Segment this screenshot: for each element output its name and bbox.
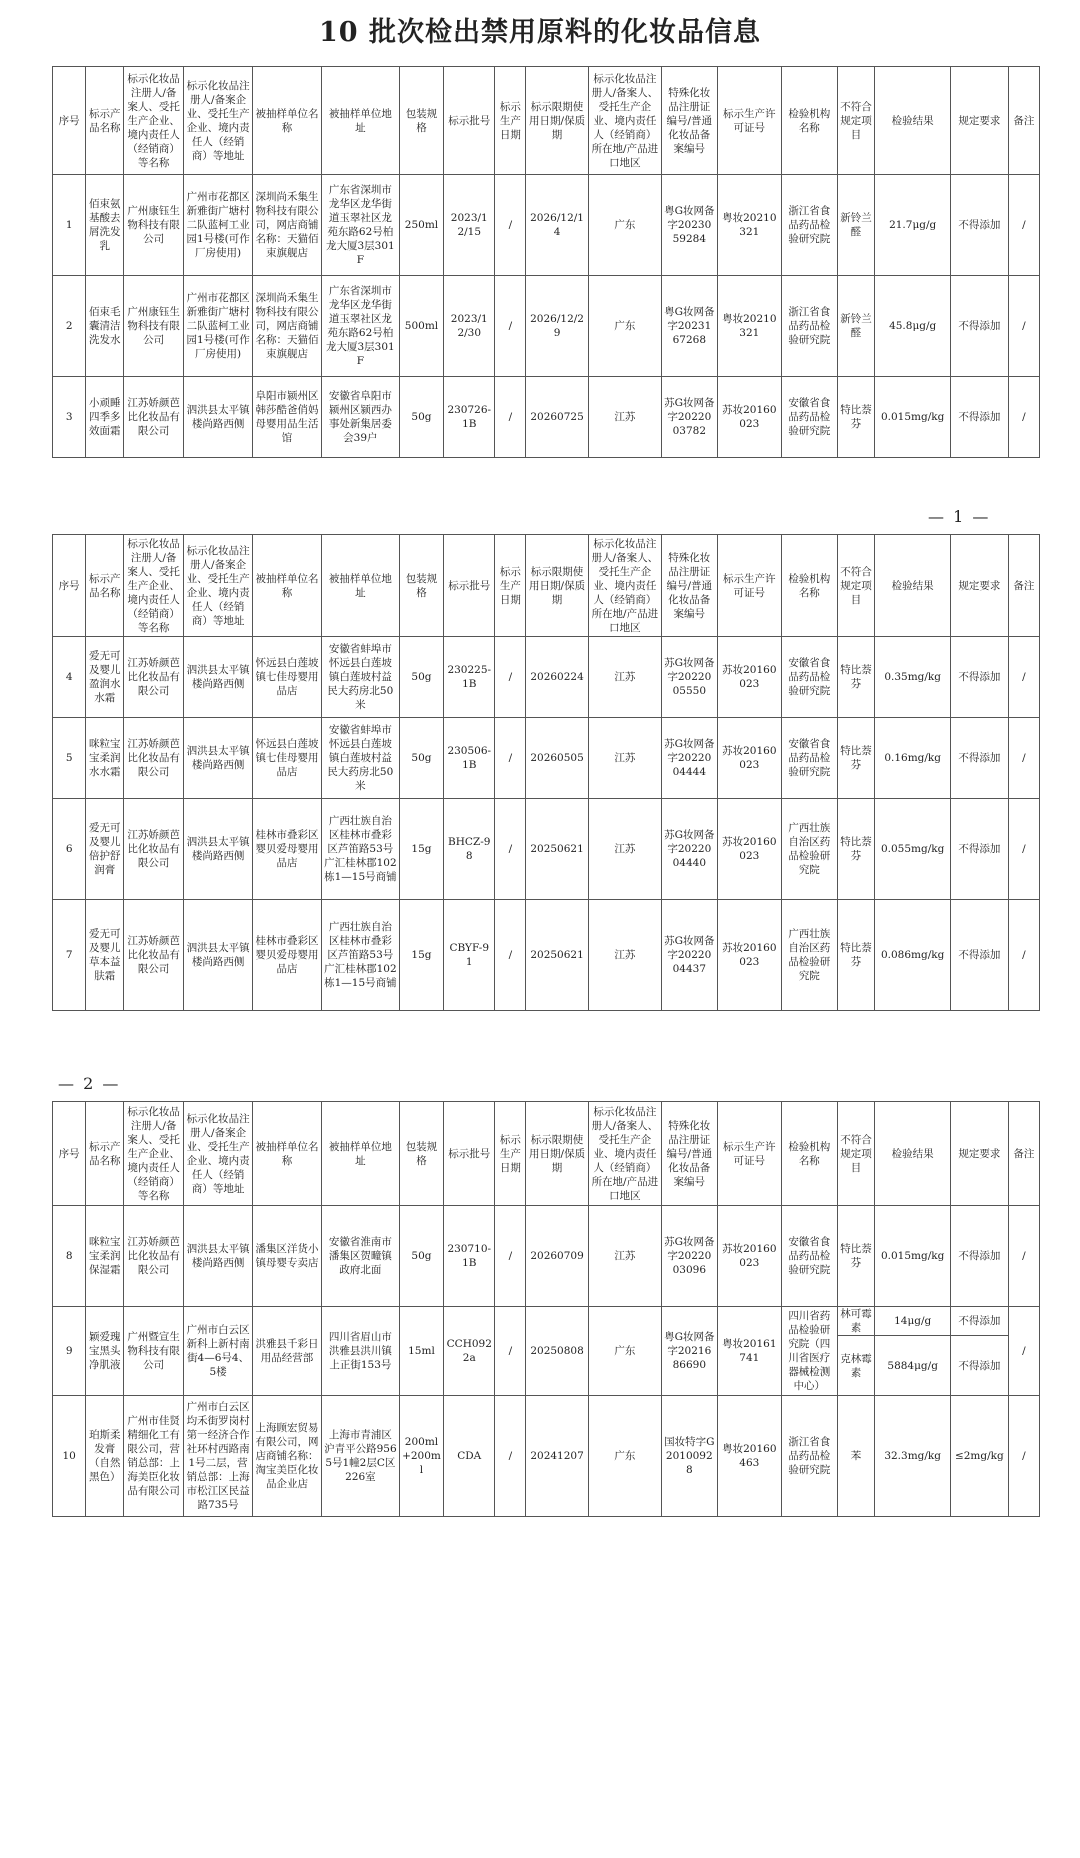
table-row	[53, 1307, 1040, 1336]
table-cell: 苏妆20160023	[717, 637, 781, 718]
table-cell: 江苏娇颜芭比化妆品有限公司	[124, 1206, 184, 1307]
table-cell: 安徽省食品药品检验研究院	[782, 718, 838, 799]
table-cell: 粤G妆网备字2021686690	[662, 1307, 718, 1396]
data-table-page-3	[52, 1101, 1040, 1517]
table-cell: 特比萘芬	[837, 718, 875, 799]
table-cell: 不得添加	[950, 377, 1008, 458]
table-cell: 特比萘芬	[837, 377, 875, 458]
column-header: 序号	[53, 535, 86, 637]
table-cell: 苏妆20160023	[717, 1206, 781, 1307]
table-cell: 广西壮族自治区药品检验研究院	[782, 799, 838, 900]
table-cell: 广州暨宣生物科技有限公司	[124, 1307, 184, 1396]
column-header: 检验结果	[875, 67, 951, 175]
table-cell: 江苏	[588, 637, 661, 718]
column-header: 标示限期使用日期/保质期	[526, 67, 588, 175]
table-cell: 咪粒宝宝柔润保湿霜	[86, 1206, 124, 1307]
table-cell: /	[495, 1206, 526, 1307]
table-cell: 2023/12/30	[444, 276, 495, 377]
table-cell: 32.3mg/kg	[875, 1396, 951, 1517]
column-header: 被抽样单位名称	[253, 1102, 322, 1206]
table-cell: 不得添加	[950, 900, 1008, 1011]
table-cell: 广东	[588, 1307, 661, 1396]
table-cell: 颖爱瑰宝黑头净肌液	[86, 1307, 124, 1396]
table-cell: 爱无可及婴儿草本益肤霜	[86, 900, 124, 1011]
table-header-row	[53, 535, 1040, 637]
column-header: 特殊化妆品注册证编号/普通化妆品备案编号	[662, 1102, 718, 1206]
table-cell: 不得添加	[950, 1307, 1008, 1336]
table-cell: 安徽省食品药品检验研究院	[782, 377, 838, 458]
table-header-row	[53, 67, 1040, 175]
table-cell: /	[495, 718, 526, 799]
table-cell: 四川省药品检验研究院（四川省医疗器械检测中心）	[782, 1307, 838, 1396]
table-cell: 粤G妆网备字2023167268	[662, 276, 718, 377]
data-table-page-1	[52, 66, 1040, 458]
table-cell: 泗洪县太平镇楼尚路西侧	[184, 1206, 253, 1307]
column-header: 被抽样单位地址	[321, 1102, 399, 1206]
table-cell: 广州市佳贤精细化工有限公司，营销总部：上海美臣化妆品有限公司	[124, 1396, 184, 1517]
table-cell: 广州市花都区新雅街广塘村二队蓝柯工业园1号楼(可作厂房使用)	[184, 276, 253, 377]
table-cell: 0.055mg/kg	[875, 799, 951, 900]
table-row	[53, 799, 1040, 900]
column-header: 检验机构名称	[782, 67, 838, 175]
column-header: 标示产品名称	[86, 67, 124, 175]
column-header: 标示化妆品注册人/备案人、受托生产企业、境内责任人（经销商）等名称	[124, 535, 184, 637]
table-cell: 深圳尚禾集生物科技有限公司，网店商铺名称：天猫佰束旗舰店	[253, 276, 322, 377]
table-cell: /	[495, 1396, 526, 1517]
table-cell: 桂林市叠彩区婴贝爱母婴用品店	[253, 799, 322, 900]
column-header: 被抽样单位名称	[253, 67, 322, 175]
column-header: 包装规格	[399, 1102, 443, 1206]
column-header: 标示化妆品注册人/备案企业、受托生产企业、境内责任人（经销商）等地址	[184, 67, 253, 175]
table-row	[53, 1206, 1040, 1307]
table-cell: 江苏娇颜芭比化妆品有限公司	[124, 377, 184, 458]
table-cell: 45.8μg/g	[875, 276, 951, 377]
table-cell: 不得添加	[950, 1206, 1008, 1307]
column-header: 检验结果	[875, 535, 951, 637]
table-cell: 安徽省食品药品检验研究院	[782, 1206, 838, 1307]
table-cell: /	[495, 175, 526, 276]
table-cell: 3	[53, 377, 86, 458]
table-cell: 0.015mg/kg	[875, 1206, 951, 1307]
table-cell: 广东省深圳市龙华区龙华街道玉翠社区龙苑东路62号柏龙大厦3层301F	[321, 175, 399, 276]
column-header: 标示限期使用日期/保质期	[526, 1102, 588, 1206]
table-cell: 安徽省蚌埠市怀远县白莲坡镇白莲坡村益民大药房北50米	[321, 637, 399, 718]
column-header: 标示化妆品注册人/备案企业、受托生产企业、境内责任人（经销商）等地址	[184, 1102, 253, 1206]
table-cell: 江苏娇颜芭比化妆品有限公司	[124, 799, 184, 900]
table-cell: 苏妆20160023	[717, 900, 781, 1011]
table-cell: CDA	[444, 1396, 495, 1517]
table-cell: /	[1008, 718, 1039, 799]
table-cell: CCH0922a	[444, 1307, 495, 1396]
table-cell: 新铃兰醛	[837, 175, 875, 276]
table-cell: 苏G妆网备字2022003096	[662, 1206, 718, 1307]
table-cell: CBYF-91	[444, 900, 495, 1011]
table-cell: 咪粒宝宝柔润水水霜	[86, 718, 124, 799]
column-header: 检验机构名称	[782, 1102, 838, 1206]
table-cell: 广西壮族自治区桂林市叠彩区芦笛路53号广汇桂林郡102栋1—15号商铺	[321, 799, 399, 900]
table-cell: 10	[53, 1396, 86, 1517]
column-header: 备注	[1008, 535, 1039, 637]
table-cell: 230710-1B	[444, 1206, 495, 1307]
column-header: 检验机构名称	[782, 535, 838, 637]
table-cell: BHCZ-98	[444, 799, 495, 900]
table-cell: 苏妆20160023	[717, 377, 781, 458]
table-cell: /	[1008, 175, 1039, 276]
table-cell: 安徽省阜阳市颍州区颍西办事处新集居委会39户	[321, 377, 399, 458]
table-cell: 粤妆20210321	[717, 276, 781, 377]
column-header: 标示限期使用日期/保质期	[526, 535, 588, 637]
table-cell: 珀斯柔发膏（自然黑色）	[86, 1396, 124, 1517]
column-header: 包装规格	[399, 535, 443, 637]
column-header: 标示生产许可证号	[717, 67, 781, 175]
column-header: 标示产品名称	[86, 1102, 124, 1206]
table-cell: 江苏娇颜芭比化妆品有限公司	[124, 900, 184, 1011]
table-cell: 苏妆20160023	[717, 718, 781, 799]
table-cell: 江苏娇颜芭比化妆品有限公司	[124, 637, 184, 718]
table-row	[53, 276, 1040, 377]
column-header: 标示化妆品注册人/备案人、受托生产企业、境内责任人（经销商）所在地/产品进口地区	[588, 535, 661, 637]
table-cell: /	[495, 637, 526, 718]
table-cell: /	[1008, 637, 1039, 718]
column-header: 规定要求	[950, 67, 1008, 175]
table-cell: 上海市青浦区沪青平公路9565号1幢2层C区226室	[321, 1396, 399, 1517]
table-cell: 2026/12/29	[526, 276, 588, 377]
table-cell: 0.35mg/kg	[875, 637, 951, 718]
table-cell: 粤妆20160463	[717, 1396, 781, 1517]
table-row	[53, 718, 1040, 799]
table-cell: 浙江省食品药品检验研究院	[782, 276, 838, 377]
table-cell: 阜阳市颍州区韩莎酷爸俏妈母婴用品生活馆	[253, 377, 322, 458]
column-header: 特殊化妆品注册证编号/普通化妆品备案编号	[662, 535, 718, 637]
column-header: 备注	[1008, 67, 1039, 175]
table-cell: 20260725	[526, 377, 588, 458]
table-cell: /	[1008, 377, 1039, 458]
table-cell: 15g	[399, 799, 443, 900]
table-cell: 20250621	[526, 799, 588, 900]
table-cell: 林可霉素	[837, 1307, 875, 1336]
table-cell: 江苏	[588, 1206, 661, 1307]
table-cell: 小顽睡四季多效面霜	[86, 377, 124, 458]
column-header: 特殊化妆品注册证编号/普通化妆品备案编号	[662, 67, 718, 175]
table-cell: ≤2mg/kg	[950, 1396, 1008, 1517]
table-row	[53, 175, 1040, 276]
table-cell: 广东	[588, 175, 661, 276]
column-header: 标示化妆品注册人/备案人、受托生产企业、境内责任人（经销商）等名称	[124, 67, 184, 175]
column-header: 被抽样单位名称	[253, 535, 322, 637]
table-cell: 230726-1B	[444, 377, 495, 458]
table-cell: 广州市白云区新科上新村南街4—6号4、5楼	[184, 1307, 253, 1396]
table-cell: 特比萘芬	[837, 900, 875, 1011]
column-header: 规定要求	[950, 1102, 1008, 1206]
page-number: — 2 —	[58, 1074, 121, 1093]
table-cell: 50g	[399, 377, 443, 458]
table-cell: 15ml	[399, 1307, 443, 1396]
table-cell: /	[495, 900, 526, 1011]
column-header: 被抽样单位地址	[321, 67, 399, 175]
table-cell: 7	[53, 900, 86, 1011]
table-cell: 浙江省食品药品检验研究院	[782, 175, 838, 276]
column-header: 标示产品名称	[86, 535, 124, 637]
table-cell: 广州市花都区新雅街广塘村二队蓝柯工业园1号楼(可作厂房使用)	[184, 175, 253, 276]
table-cell: 15g	[399, 900, 443, 1011]
table-cell: 深圳尚禾集生物科技有限公司，网店商铺名称：天猫佰束旗舰店	[253, 175, 322, 276]
table-cell: /	[1008, 1396, 1039, 1517]
table-cell: 不得添加	[950, 175, 1008, 276]
table-cell: 4	[53, 637, 86, 718]
table-cell: 苏妆20160023	[717, 799, 781, 900]
table-header-row	[53, 1102, 1040, 1206]
column-header: 标示化妆品注册人/备案企业、受托生产企业、境内责任人（经销商）等地址	[184, 535, 253, 637]
table-cell: 四川省眉山市洪雅县洪川镇上正街153号	[321, 1307, 399, 1396]
table-cell: 江苏	[588, 900, 661, 1011]
column-header: 不符合规定项目	[837, 1102, 875, 1206]
table-cell: 20260224	[526, 637, 588, 718]
table-cell: 50g	[399, 718, 443, 799]
column-header: 不符合规定项目	[837, 535, 875, 637]
table-cell: 9	[53, 1307, 86, 1396]
table-cell: 广州市白云区均禾街罗岗村第一经济合作社环村西路南1号二层，营销总部：上海市松江区民益路735号	[184, 1396, 253, 1517]
table-cell: 50g	[399, 637, 443, 718]
table-cell: 广东	[588, 276, 661, 377]
table-cell: /	[1008, 1206, 1039, 1307]
page-number: — 1 —	[928, 507, 991, 526]
table-cell: 广西壮族自治区药品检验研究院	[782, 900, 838, 1011]
table-cell: 佰束氨基酸去屑洗发乳	[86, 175, 124, 276]
table-cell: 苏G妆网备字2022003782	[662, 377, 718, 458]
column-header: 标示生产日期	[495, 1102, 526, 1206]
table-cell: 广东省深圳市龙华区龙华街道玉翠社区龙苑东路62号柏龙大厦3层301F	[321, 276, 399, 377]
table-cell: 不得添加	[950, 799, 1008, 900]
table-cell: 不得添加	[950, 276, 1008, 377]
table-cell: 0.16mg/kg	[875, 718, 951, 799]
table-cell: 1	[53, 175, 86, 276]
column-header: 标示批号	[444, 1102, 495, 1206]
table-row	[53, 1396, 1040, 1517]
table-cell: 粤G妆网备字2023059284	[662, 175, 718, 276]
table-cell: 苯	[837, 1396, 875, 1517]
table-cell: 江苏	[588, 799, 661, 900]
table-cell: 泗洪县太平镇楼尚路西侧	[184, 718, 253, 799]
table-cell: 250ml	[399, 175, 443, 276]
column-header: 序号	[53, 67, 86, 175]
table-row	[53, 637, 1040, 718]
table-cell: 6	[53, 799, 86, 900]
table-cell: 苏G妆网备字2022004440	[662, 799, 718, 900]
column-header: 标示批号	[444, 67, 495, 175]
table-row	[53, 377, 1040, 458]
column-header: 标示生产许可证号	[717, 535, 781, 637]
table-cell: 广西壮族自治区桂林市叠彩区芦笛路53号广汇桂林郡102栋1—15号商铺	[321, 900, 399, 1011]
column-header: 标示生产日期	[495, 67, 526, 175]
table-cell: 江苏娇颜芭比化妆品有限公司	[124, 718, 184, 799]
table-cell: 广州康钰生物科技有限公司	[124, 276, 184, 377]
table-cell: 21.7μg/g	[875, 175, 951, 276]
table-cell: 2	[53, 276, 86, 377]
table-cell: 国妆特字G20100928	[662, 1396, 718, 1517]
column-header: 标示生产许可证号	[717, 1102, 781, 1206]
table-cell: 特比萘芬	[837, 1206, 875, 1307]
column-header: 包装规格	[399, 67, 443, 175]
table-cell: /	[495, 377, 526, 458]
table-cell: 粤妆20210321	[717, 175, 781, 276]
table-cell: /	[495, 799, 526, 900]
table-cell: 怀远县白莲坡镇七佳母婴用品店	[253, 637, 322, 718]
table-cell: /	[1008, 276, 1039, 377]
table-cell: 泗洪县太平镇楼尚路西侧	[184, 900, 253, 1011]
table-cell: /	[495, 276, 526, 377]
table-cell: 苏G妆网备字2022004437	[662, 900, 718, 1011]
table-cell: 安徽省食品药品检验研究院	[782, 637, 838, 718]
table-cell: 洪雅县千彩日用品经营部	[253, 1307, 322, 1396]
table-cell: /	[495, 1307, 526, 1396]
column-header: 标示生产日期	[495, 535, 526, 637]
table-cell: 怀远县白莲坡镇七佳母婴用品店	[253, 718, 322, 799]
table-cell: 泗洪县太平镇楼尚路西侧	[184, 799, 253, 900]
table-cell: 230506-1B	[444, 718, 495, 799]
table-cell: 克林霉素	[837, 1336, 875, 1396]
table-cell: 泗洪县太平镇楼尚路西侧	[184, 377, 253, 458]
page-title: 10 批次检出禁用原料的化妆品信息	[319, 17, 761, 48]
column-header: 标示化妆品注册人/备案人、受托生产企业、境内责任人（经销商）所在地/产品进口地区	[588, 1102, 661, 1206]
table-cell: 0.086mg/kg	[875, 900, 951, 1011]
table-cell: 特比萘芬	[837, 799, 875, 900]
table-cell: 14μg/g	[875, 1307, 951, 1336]
column-header: 规定要求	[950, 535, 1008, 637]
table-cell: 5	[53, 718, 86, 799]
table-cell: 20250621	[526, 900, 588, 1011]
table-cell: 20250808	[526, 1307, 588, 1396]
table-cell: 20260505	[526, 718, 588, 799]
table-cell: 苏G妆网备字2022005550	[662, 637, 718, 718]
table-cell: 佰束毛囊清洁洗发水	[86, 276, 124, 377]
table-cell: 江苏	[588, 377, 661, 458]
table-cell: 潘集区洋货小镇母婴专卖店	[253, 1206, 322, 1307]
column-header: 序号	[53, 1102, 86, 1206]
table-cell: 20241207	[526, 1396, 588, 1517]
table-cell: 2023/12/15	[444, 175, 495, 276]
table-cell: 苏G妆网备字2022004444	[662, 718, 718, 799]
table-cell: 特比萘芬	[837, 637, 875, 718]
table-cell: 广州康钰生物科技有限公司	[124, 175, 184, 276]
data-table-page-2	[52, 534, 1040, 1011]
column-header: 标示化妆品注册人/备案人、受托生产企业、境内责任人（经销商）所在地/产品进口地区	[588, 67, 661, 175]
table-cell: 不得添加	[950, 1336, 1008, 1396]
column-header: 不符合规定项目	[837, 67, 875, 175]
table-cell: /	[1008, 900, 1039, 1011]
table-cell: 230225-1B	[444, 637, 495, 718]
table-cell: 8	[53, 1206, 86, 1307]
table-cell: 泗洪县太平镇楼尚路西侧	[184, 637, 253, 718]
table-cell: 安徽省蚌埠市怀远县白莲坡镇白莲坡村益民大药房北50米	[321, 718, 399, 799]
column-header: 标示批号	[444, 535, 495, 637]
table-cell: 上海顾宏贸易有限公司，网店商铺名称：淘宝美臣化妆品企业店	[253, 1396, 322, 1517]
table-cell: 2026/12/14	[526, 175, 588, 276]
table-cell: 粤妆20161741	[717, 1307, 781, 1396]
table-cell: 江苏	[588, 718, 661, 799]
column-header: 备注	[1008, 1102, 1039, 1206]
table-cell: 安徽省淮南市潘集区贺疃镇政府北面	[321, 1206, 399, 1307]
table-cell: 爱无可及婴儿盈润水水霜	[86, 637, 124, 718]
table-cell: 广东	[588, 1396, 661, 1517]
table-cell: 不得添加	[950, 718, 1008, 799]
table-cell: 50g	[399, 1206, 443, 1307]
table-cell: 新铃兰醛	[837, 276, 875, 377]
table-cell: 浙江省食品药品检验研究院	[782, 1396, 838, 1517]
table-cell: 200ml+200ml	[399, 1396, 443, 1517]
column-header: 检验结果	[875, 1102, 951, 1206]
table-cell: /	[1008, 1307, 1039, 1396]
column-header: 被抽样单位地址	[321, 535, 399, 637]
table-row	[53, 900, 1040, 1011]
table-cell: 500ml	[399, 276, 443, 377]
table-cell: /	[1008, 799, 1039, 900]
table-cell: 5884μg/g	[875, 1336, 951, 1396]
table-cell: 爱无可及婴儿倍护舒润膏	[86, 799, 124, 900]
table-cell: 不得添加	[950, 637, 1008, 718]
column-header: 标示化妆品注册人/备案人、受托生产企业、境内责任人（经销商）等名称	[124, 1102, 184, 1206]
table-cell: 桂林市叠彩区婴贝爱母婴用品店	[253, 900, 322, 1011]
table-cell: 0.015mg/kg	[875, 377, 951, 458]
table-cell: 20260709	[526, 1206, 588, 1307]
